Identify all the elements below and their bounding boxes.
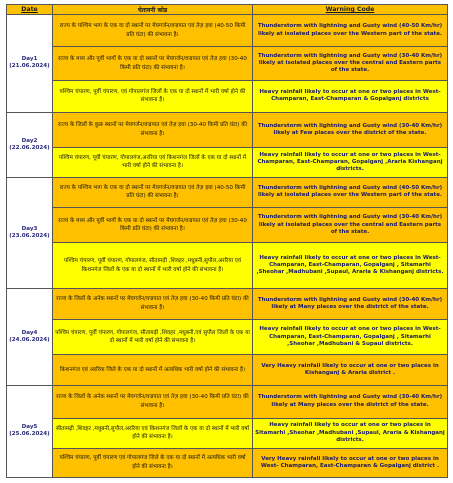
table-row bbox=[7, 385, 448, 418]
warning-hindi: किशनगंज एवं अररिया जिले के एक या दो स्थानों में अत्यधिक भारी वर्षा होने की संभावना है। bbox=[53, 355, 253, 385]
day-date: (23.06.2024) bbox=[9, 232, 50, 239]
warning-hindi: राज्य के पश्चिम भाग के एक या दो स्थानों पर मेघगर्जन/वज्रपात एवं तेज़ हवा (40-50 किमी प्रति घंटा) की संभावना है। bbox=[53, 15, 253, 47]
day-label: Day5 bbox=[21, 424, 38, 431]
warning-hindi: पश्चिम चंपारण, पूर्वी चंपारण, गोपालगंज, सीतामढ़ी ,शिवहर ,मधुबनी,सुपौल,अररिया एवं किशनगंज जिलों के एक या दो स्थानों में भारी वर्षा होने की संभावना है। bbox=[53, 243, 253, 289]
warning-hindi: पश्चिम चंपारण, पूर्वी चंपारण एवं गोपालगंज जिले के एक या दो स्थानों में अत्यधिक भारी वर्षा होने की संभावना है। bbox=[53, 448, 253, 477]
table-row bbox=[7, 320, 448, 355]
day-cell bbox=[7, 112, 53, 177]
table-row bbox=[7, 288, 448, 319]
warning-hindi: राज्य के मध्य और पूर्वी भागों के एक या दो स्थानों पर मेघगर्जन/वज्रपात एवं तेज़ हवा (30-40 किमी प्रति घंटा) की संभावना है। bbox=[53, 208, 253, 243]
day-cell bbox=[7, 385, 53, 478]
warning-table bbox=[6, 4, 448, 478]
table-row bbox=[7, 208, 448, 243]
warning-english: Heavy rainfall likely to occur at one or two places in West- Champaran, East-Champaran, Gopalganj , Sitamarhi ,Sheohar ,Madhubani & Supaul districts. bbox=[253, 320, 448, 355]
header-code-hindi: चेतावनी कोड bbox=[53, 5, 253, 15]
warning-english: Heavy rainfall likely to occur at one or two places in West- Champaran, East-Champaran, Gopalganj , Sitamarhi ,Sheohar ,Madhubani ,Supaul, Araria & Kishanganj districts. bbox=[253, 243, 448, 289]
warning-english: Thunderstorm with lightning and Gusty wind (30-40 Km/hr) likely at isolated places over the central and Eastern parts of the state. bbox=[253, 47, 448, 81]
warning-english: Thunderstorm with lightning and Gusty wind (40-50 Km/hr) likely at isolated places over the Western part of the state. bbox=[253, 177, 448, 207]
table-row bbox=[7, 355, 448, 385]
warning-english: Thunderstorm with lightning and Gusty wind (30-40 Km/hr) likely at Many places over the district of the state. bbox=[253, 385, 448, 418]
warning-english: Thunderstorm with lightning and Gusty wind (30-40 Km/hr) likely at Many places over the district of the state. bbox=[253, 288, 448, 319]
warning-hindi: राज्य के जिलों के कुछ स्थानों पर मेघगर्जन/वज्रपात एवं तेज़ हवा (30-40 किमी प्रति घंटा) की संभावना है। bbox=[53, 112, 253, 147]
day-date: (21.06.2024) bbox=[9, 63, 50, 70]
day-label: Day3 bbox=[21, 225, 38, 232]
day-label: Day4 bbox=[21, 329, 38, 336]
header-code-english: Warning Code bbox=[253, 5, 448, 15]
warning-english: Very Heavy rainfall likely to occur at one or two places in Kishanganj & Araria district . bbox=[253, 355, 448, 385]
header-row bbox=[7, 5, 448, 15]
table-row bbox=[7, 147, 448, 177]
warning-hindi: राज्य के जिलों के अनेक स्थानों पर मेघगर्जन/वज्रपात एवं तेज़ हवा (30-40 किमी प्रति घंटा) की संभावना है। bbox=[53, 385, 253, 418]
table-row bbox=[7, 81, 448, 112]
warning-hindi: पश्चिम चंपारण, पूर्वी चंपारण, एवं गोपालगंज जिलों के एक या दो स्थानों में भारी वर्षा होने की संभावना है। bbox=[53, 81, 253, 112]
warning-english: Heavy rainfall likely to occur at one or two places in West- Champaran, East-Champaran, Gopalganj ,Araria Kishanganj districts. bbox=[253, 147, 448, 177]
day-date: (22.06.2024) bbox=[9, 144, 50, 151]
table-row bbox=[7, 15, 448, 47]
warning-english: Heavy rainfall likely to occur at one or two places in West-Champaran, East-Champaran & Gopalganj districts bbox=[253, 81, 448, 112]
warning-hindi: पश्चिम चंपारण, पूर्वी चंपारण, गोपालगंज, सीतामढ़ी ,शिवहर ,मधुबनी,एवं सुपौल जिलों के एक या दो स्थानों में भारी वर्षा होने की संभावना है। bbox=[53, 320, 253, 355]
warning-hindi: पश्चिम चंपारण, पूर्वी चंपारण, गोपालगंज,अररिया एवं किशनगंज जिलों के एक या दो स्थानों में भारी वर्षा होने की संभावना है। bbox=[53, 147, 253, 177]
warning-english: Heavy rainfall likely to occur at one or two places in Sitamarhi ,Sheohar ,Madhubani ,Supaul, Araria & Kishanganj districts. bbox=[253, 418, 448, 448]
table-row bbox=[7, 177, 448, 207]
header-date: Date bbox=[7, 5, 53, 15]
table-row bbox=[7, 243, 448, 289]
table-row bbox=[7, 418, 448, 448]
warning-table-container bbox=[6, 4, 447, 478]
day-date: (25.06.2024) bbox=[9, 431, 50, 438]
warning-hindi: राज्य के पश्चिम भाग के एक या दो स्थानों पर मेघगर्जन/वज्रपात एवं तेज़ हवा (40-50 किमी प्रति घंटा) की संभावना है। bbox=[53, 177, 253, 207]
warning-english: Thunderstorm with lightning and Gusty wind (30-40 Km/hr) likely at isolated places over the central and Eastern parts of the state. bbox=[253, 208, 448, 243]
warning-english: Thunderstorm with lightning and Gusty wind (40-50 Km/hr) likely at isolated places over the Western part of the state. bbox=[253, 15, 448, 47]
day-cell bbox=[7, 15, 53, 113]
day-label: Day1 bbox=[21, 56, 38, 63]
day-date: (24.06.2024) bbox=[9, 336, 50, 343]
table-row bbox=[7, 448, 448, 477]
day-label: Day2 bbox=[21, 137, 38, 144]
warning-english: Thunderstorm with lightning and Gusty wind (30-40 Km/hr) likely at Few places over the district of the state. bbox=[253, 112, 448, 147]
warning-hindi: राज्य के मध्य और पूर्वी भागों के एक या दो स्थानों पर मेघगर्जन/वज्रपात एवं तेज़ हवा (30-40 किमी प्रति घंटा) की संभावना है। bbox=[53, 47, 253, 81]
warning-english: Very Heavy rainfall likely to occur at one or two places in West- Champaran, East-Champaran & Gopalganj district . bbox=[253, 448, 448, 477]
table-row bbox=[7, 47, 448, 81]
warning-hindi: सीतामढ़ी ,शिवहर ,मधुबनी,सुपौल,अररिया एवं किशनगंज जिलों के एक या दो स्थानों में भारी वर्षा होने की संभावना है। bbox=[53, 418, 253, 448]
warning-hindi: राज्य के जिलों के अनेक स्थानों पर मेघगर्जन/वज्रपात एवं तेज़ हवा (30-40 किमी प्रति घंटा) की संभावना है। bbox=[53, 288, 253, 319]
day-cell bbox=[7, 288, 53, 385]
day-cell bbox=[7, 177, 53, 288]
table-row bbox=[7, 112, 448, 147]
